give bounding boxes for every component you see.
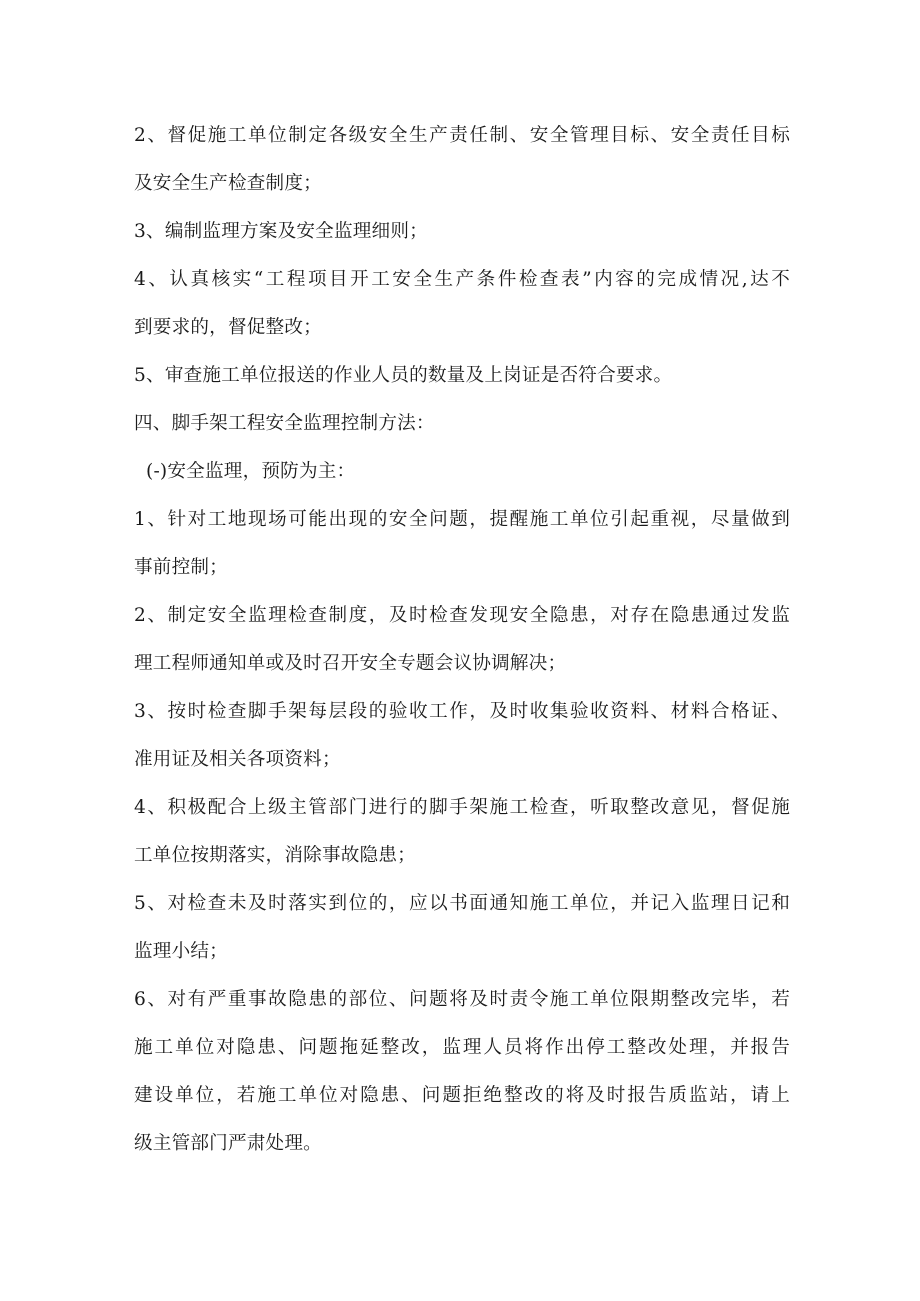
text-line: 建设单位，若施工单位对隐患、问题拒绝整改的将及时报告质监站，请上 [134, 1085, 790, 1106]
section-heading: 四、脚手架工程安全监理控制方法： [134, 413, 435, 434]
text-line: 2、制定安全监理检查制度，及时检查发现安全隐患，对存在隐患通过发监 [134, 605, 790, 626]
text-line: 2、督促施工单位制定各级安全生产责任制、安全管理目标、安全责任目标 [134, 125, 790, 146]
text-line: 施工单位对隐患、问题拖延整改，监理人员将作出停工整改处理，并报告 [134, 1037, 790, 1058]
text-line: 3、编制监理方案及安全监理细则； [134, 221, 428, 242]
subsection-heading: (-)安全监理，预防为主： [146, 461, 356, 482]
text-line: 到要求的，督促整改； [134, 317, 322, 338]
text-line: 及安全生产检查制度； [134, 173, 322, 194]
text-line: 级主管部门严肃处理。 [134, 1133, 322, 1154]
text-line: 5、审查施工单位报送的作业人员的数量及上岗证是否符合要求。 [134, 365, 673, 386]
text-line: 4、认真核实“工程项目开工安全生产条件检查表”内容的完成情况,达不 [134, 269, 790, 290]
text-line: 1、针对工地现场可能出现的安全问题，提醒施工单位引起重视，尽量做到 [134, 509, 790, 530]
text-line: 6、对有严重事故隐患的部位、问题将及时责令施工单位限期整改完毕，若 [134, 989, 790, 1010]
text-line: 4、积极配合上级主管部门进行的脚手架施工检查，听取整改意见，督促施 [134, 797, 790, 818]
text-line: 5、对检查未及时落实到位的，应以书面通知施工单位，并记入监理日记和 [134, 893, 790, 914]
text-line: 工单位按期落实，消除事故隐患； [134, 845, 416, 866]
text-line: 监理小结； [134, 941, 228, 962]
text-line: 事前控制； [134, 557, 228, 578]
text-line: 准用证及相关各项资料； [134, 749, 341, 770]
text-line: 3、按时检查脚手架每层段的验收工作，及时收集验收资料、材料合格证、 [134, 701, 790, 722]
document-body [134, 112, 794, 1168]
text-line: 理工程师通知单或及时召开安全专题会议协调解决； [134, 653, 567, 674]
